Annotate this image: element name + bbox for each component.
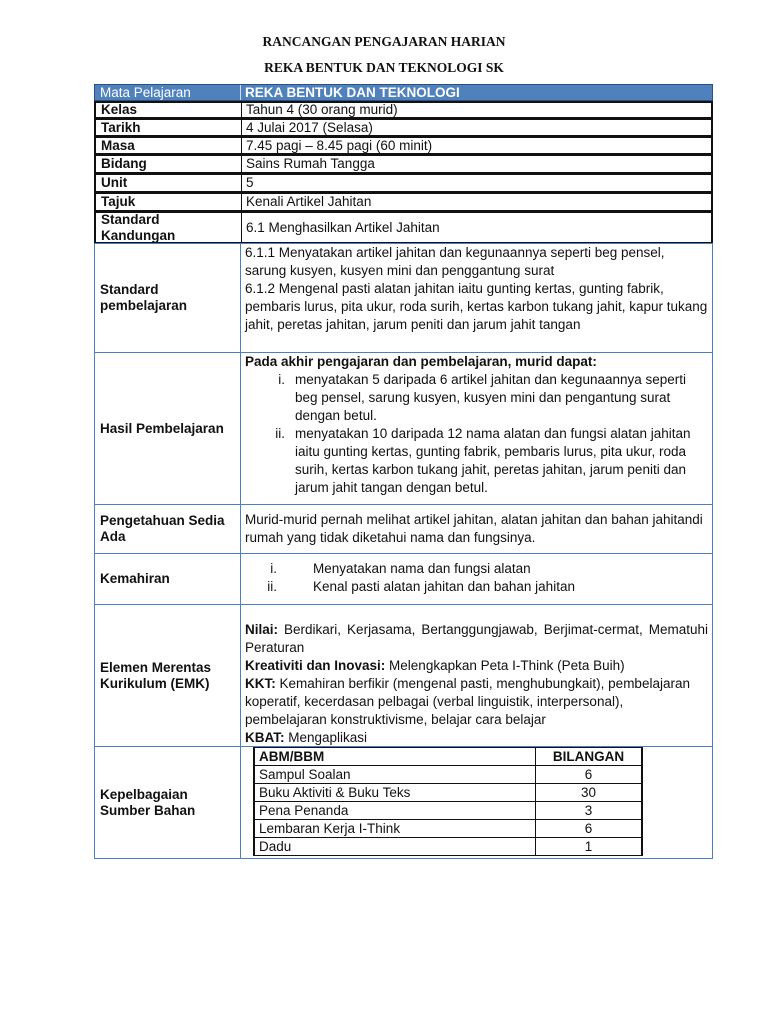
kemahiran-content (240, 554, 712, 604)
item-number: ii. (267, 579, 277, 594)
row-kemahiran (94, 553, 713, 605)
item-number: i. (270, 561, 277, 576)
emk-nilai (245, 621, 708, 657)
emk-kkt-text: Kemahiran berfikir (mengenal pasti, menghubungkait), pembelajaran koperatif, kecerdasan pelbagai (verbal linguistik, interpersonal), pembelajaran konstruktivisme, belajar cara belajar (245, 676, 690, 727)
abm-table (253, 747, 643, 856)
item-name: Buku Aktiviti & Buku Teks (254, 784, 536, 802)
item-name: Sampul Soalan (254, 766, 536, 784)
hasil-intro: Pada akhir pengajaran dan pembelajaran, murid dapat: (245, 354, 597, 369)
row-label: Kemahiran (100, 571, 170, 586)
row-tarikh (94, 118, 713, 137)
table-row (254, 820, 642, 838)
emk-kreativiti-label: Kreativiti dan Inovasi: (245, 658, 386, 673)
item-number: i. (278, 372, 285, 387)
row-value: Tahun 4 (30 orang murid) (241, 103, 711, 117)
emk-kkt (245, 675, 708, 729)
table-row (254, 838, 642, 856)
emk-kbat-text: Mengaplikasi (284, 730, 368, 745)
document-title: RANCANGAN PENGAJARAN HARIAN (262, 34, 506, 49)
row-label: Unit (101, 175, 128, 190)
kemahiran-item (245, 560, 708, 578)
emk-nilai-label: Nilai: (245, 622, 279, 637)
item-qty: 6 (536, 820, 643, 838)
emk-kbat-label: KBAT: (245, 730, 285, 745)
emk-kkt-label: KKT: (245, 676, 276, 691)
col-header-bilangan: BILANGAN (536, 748, 643, 766)
row-value: Kenali Artikel Jahitan (241, 194, 711, 210)
row-value: Sains Rumah Tangga (241, 156, 711, 172)
row-value: Murid-murid pernah melihat artikel jahitan, alatan jahitan dan bahan jahitandi rumah yang tidak diketahui nama dan fungsinya. (240, 505, 712, 553)
row-label: Tarikh (101, 119, 141, 135)
row-kelas (94, 101, 713, 119)
hasil-item (245, 425, 708, 497)
item-qty: 6 (536, 766, 643, 784)
row-value: 5 (241, 175, 711, 191)
row-tajuk (94, 192, 713, 212)
standard-item: 6.1.1 Menyatakan artikel jahitan dan kegunaannya seperti beg pensel, sarung kusyen, kusyen mini dan penggantung surat (245, 245, 665, 278)
item-text: Kenal pasti alatan jahitan dan bahan jahitan (313, 579, 575, 594)
row-value: 6.1 Menghasilkan Artikel Jahitan (241, 213, 711, 242)
row-bidang (94, 154, 713, 174)
table-row (254, 784, 642, 802)
row-label: Kepelbagaian Sumber Bahan (100, 786, 196, 818)
row-label: Masa (101, 137, 135, 153)
table-header-row (254, 748, 642, 766)
emk-kreativiti-text: Melengkapkan Peta I-Think (Peta Buih) (385, 658, 625, 673)
row-label: Pengetahuan Sedia Ada (100, 513, 225, 544)
header-value: REKA BENTUK DAN TEKNOLOGI (240, 85, 712, 100)
item-qty: 3 (536, 802, 643, 820)
row-label: Kelas (101, 102, 138, 117)
item-name: Pena Penanda (254, 802, 536, 820)
row-hasil-pembelajaran (94, 352, 713, 505)
row-unit (94, 173, 713, 193)
row-pengetahuan (94, 504, 713, 554)
row-value: 4 Julai 2017 (Selasa) (241, 120, 711, 135)
item-text: menyatakan 5 daripada 6 artikel jahitan dan kegunaannya seperti beg pensel, sarung kusyen, kusyen mini dan pengantung surat dengan betul. (295, 372, 687, 423)
col-header-abm: ABM/BBM (254, 748, 536, 766)
row-label: Standard Kandungan (101, 211, 176, 243)
hasil-item (245, 371, 708, 425)
item-number: ii. (275, 426, 285, 441)
row-label: Elemen Merentas Kurikulum (EMK) (100, 659, 212, 691)
item-text: Menyatakan nama dan fungsi alatan (313, 561, 531, 576)
row-label: Bidang (101, 156, 147, 171)
header-row (94, 84, 713, 101)
row-label: Tajuk (101, 194, 136, 209)
item-name: Dadu (254, 838, 536, 856)
row-standard-pembelajaran (94, 243, 713, 353)
document-subtitle: REKA BENTUK DAN TEKNOLOGI SK (264, 60, 504, 75)
row-emk (94, 604, 713, 747)
item-name: Lembaran Kerja I-Think (254, 820, 536, 838)
table-row (254, 766, 642, 784)
table-row (254, 802, 642, 820)
emk-kreativiti (245, 657, 708, 675)
item-text: menyatakan 10 daripada 12 nama alatan dan fungsi alatan jahitan iaitu gunting kertas, gunting fabrik, pembaris lurus, pita ukur, roda surih, kertas karbon tukang jahit, peretas jahitan, jarum peniti dan jarum jahit tangan dengan betul. (295, 426, 691, 495)
header-label: Mata Pelajaran (100, 84, 191, 100)
row-value: 7.45 pagi – 8.45 pagi (60 minit) (241, 138, 711, 153)
row-label: Standard pembelajaran (100, 282, 188, 313)
hasil-pembelajaran-content (240, 353, 712, 504)
emk-content (240, 605, 712, 746)
item-qty: 30 (536, 784, 643, 802)
standard-item: 6.1.2 Mengenal pasti alatan jahitan iaitu gunting kertas, gunting fabrik, pembaris lurus, pita ukur, roda surih, kertas karbon tukang jahit, kapur tukang jahit, peretas jahitan, jarum peniti dan jarum jahit tangan (245, 281, 708, 332)
item-qty: 1 (536, 838, 643, 856)
emk-kbat (245, 729, 708, 747)
row-label: Hasil Pembelajaran (100, 420, 224, 436)
kemahiran-item (245, 578, 708, 596)
row-masa (94, 136, 713, 155)
emk-nilai-text: Berdikari, Kerjasama, Bertanggungjawab, Berjimat-cermat, Mematuhi Peraturan (245, 622, 708, 655)
row-standard-kandungan (94, 211, 713, 244)
standard-pembelajaran-content (240, 244, 712, 352)
